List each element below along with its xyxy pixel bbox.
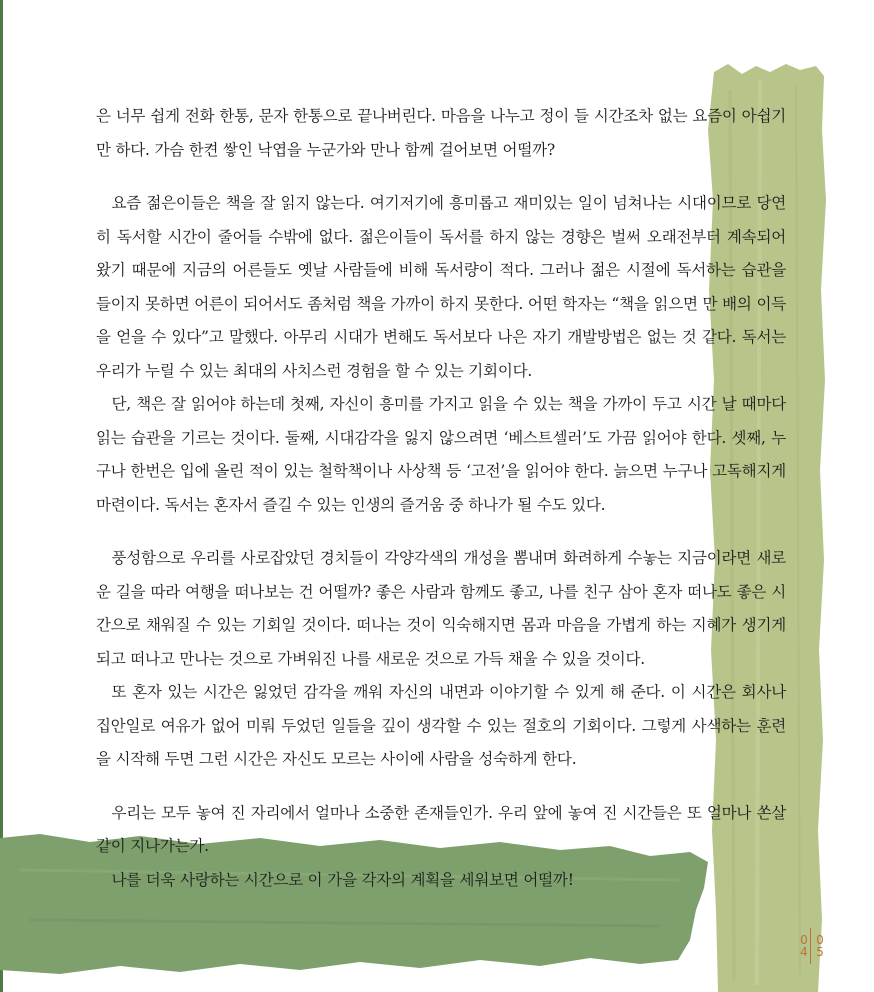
paragraph: 우리는 모두 놓여 진 자리에서 얼마나 소중한 존재들인가. 우리 앞에 놓여 진 시간들은 또 얼마나 쏜살같이 지나가는가.: [96, 803, 786, 855]
paragraph: 단, 책은 잘 읽어야 하는데 첫째, 자신이 흥미를 가지고 읽을 수 있는 책을 가까이 두고 시간 날 때마다 읽는 습관을 기르는 것이다. 둘째, 시대감각을 잃지 않으려면 ‘베스트셀러’도 가끔 읽어야 한다. 셋째, 누구나 한번은 입에 올린 적이 있는 철학책이나 사상책 등 ‘고전’을 읽어야 한다. 늙으면 누구나 고독해지게 마련이다. 독서는 혼자서 즐길 수 있는 인생의 즐거움 중 하나가 될 수도 있다.: [96, 395, 786, 514]
page-number-divider: [810, 928, 811, 964]
page-number-right: 05: [816, 933, 824, 959]
article-body: [96, 100, 786, 897]
paragraph: 나를 더욱 사랑하는 시간으로 이 가을 각자의 계획을 세워보면 어떨까!: [111, 870, 574, 889]
paragraph: 요즘 젊은이들은 책을 잘 읽지 않는다. 여기저기에 흥미롭고 재미있는 일이 넘쳐나는 시대이므로 당연히 독서할 시간이 줄어들 수밖에 없다. 젊은이들이 독서를 하지 않는 경향은 벌써 오래전부터 계속되어 왔기 때문에 지금의 어른들도 옛날 사람들에 비해 독서량이 적다. 그러나 젊은 시절에 독서하는 습관을 들이지 못하면 어른이 되어서도 좀처럼 책을 가까이 하지 못한다. 어떤 학자는 “책을 읽으면 만 배의 이득을 얻을 수 있다”고 말했다. 아무리 시대가 변해도 독서보다 나은 자기 개발방법은 없는 것 같다. 독서는 우리가 누릴 수 있는 최대의 사치스런 경험을 할 수 있는 기회이다.: [96, 194, 786, 380]
paragraph: 풍성함으로 우리를 사로잡았던 경치들이 각양각색의 개성을 뽐내며 화려하게 수놓는 지금이라면 새로운 길을 따라 여행을 떠나보는 건 어떨까? 좋은 사람과 함께도 좋고, 나를 친구 삼아 혼자 떠나도 좋은 시간으로 채워질 수 있는 기회일 것이다. 떠나는 것이 익숙해지면 몸과 마음을 가볍게 하는 지혜가 생기게 되고 떠나고 만나는 것으로 가벼워진 나를 새로운 것으로 가득 채울 수 있을 것이다.: [96, 549, 786, 668]
page-number-left: 04: [800, 933, 808, 959]
paragraph: 은 너무 쉽게 전화 한통, 문자 한통으로 끝나버린다. 마음을 나누고 정이 들 시간조차 없는 요즘이 아쉽기만 하다. 가슴 한켠 쌓인 낙엽을 누군가와 만나 함께 걸어보면 어떨까?: [96, 107, 786, 159]
paragraph: 또 혼자 있는 시간은 잃었던 감각을 깨워 자신의 내면과 이야기할 수 있게 해 준다. 이 시간은 회사나 집안일로 여유가 없어 미뤄 두었던 일들을 깊이 생각할 수 있는 절호의 기회이다. 그렇게 사색하는 훈련을 시작해 두면 그런 시간은 자신도 모르는 사이에 사람을 성숙하게 한다.: [96, 683, 786, 768]
